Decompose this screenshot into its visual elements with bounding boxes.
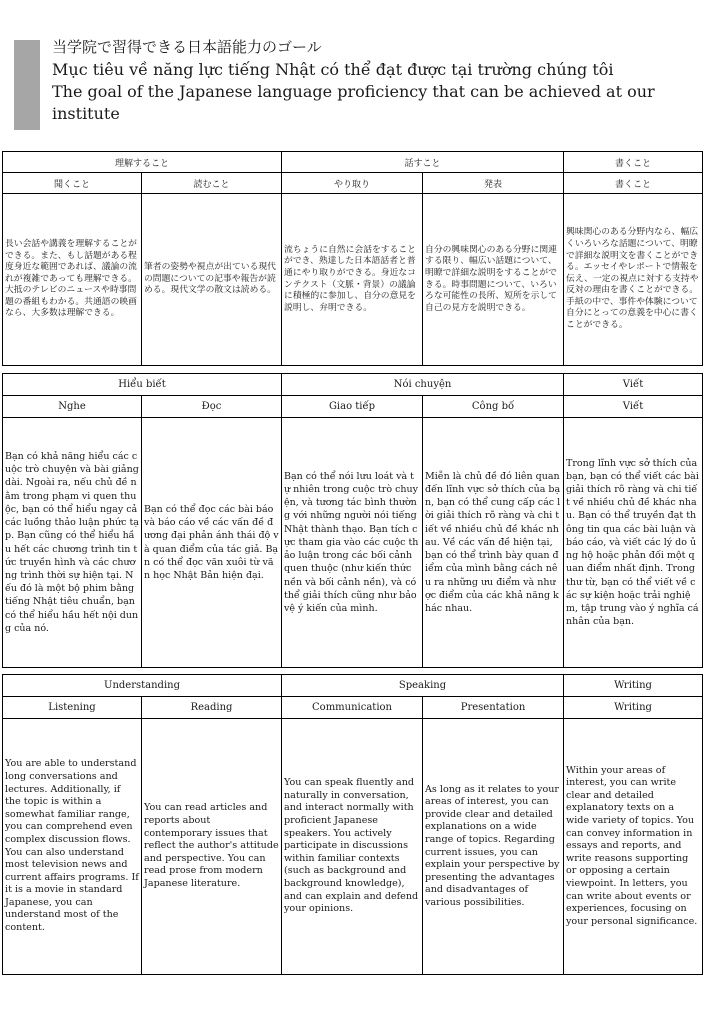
header-titles: [52, 36, 692, 125]
cell-reading: Bạn có thể đọc các bài báo và báo cáo về các vấn đề đương đại phản ánh thái độ và quan điểm của tác giả. Bạn có thể đọc văn xuôi từ văn học Nhật Bản hiện đại.: [142, 418, 282, 668]
column-header-listening: Listening: [3, 697, 142, 719]
cell-writing: Trong lĩnh vực sở thích của bạn, bạn có thể viết các bài giải thích rõ ràng và chi tiết về nhiều chủ đề khác nhau. Bạn có thể truyền đạt thông tin qua các bài luận và báo cáo, và viết các lý do ủng hộ hoặc phản đối một quan điểm nhất định. Trong thư từ, bạn có thể viết về các sự kiện hoặc trải nghiệm, tập trung vào ý nghĩa cá nhân của bạn.: [564, 418, 703, 668]
group-header-writing: 書くこと: [564, 152, 703, 173]
cell-writing: Within your areas of interest, you can write clear and detailed explanatory texts on a wide variety of topics. You can convey information in essays and reports, and write reasons supporting or opposing a certain viewpoint. In letters, you can write about events or experiences, focusing on your personal significance.: [564, 719, 703, 975]
group-header-writing: Writing: [564, 675, 703, 697]
cell-communication: Bạn có thể nói lưu loát và tự nhiên trong cuộc trò chuyện, và tương tác bình thường với những người nói tiếng Nhật thành thạo. Bạn tích cực tham gia vào các cuộc thảo luận trong các bối cảnh quen thuộc (như kiến thức nền và bối cảnh nền), và có thể giải thích cũng như bảo vệ ý kiến của mình.: [282, 418, 423, 668]
page-header: [14, 36, 694, 132]
column-header-writing: Viết: [564, 396, 703, 418]
column-header-reading: Reading: [142, 697, 282, 719]
group-header-speaking: Speaking: [282, 675, 564, 697]
group-header-speaking: 話すこと: [282, 152, 564, 173]
column-header-communication: Giao tiếp: [282, 396, 423, 418]
cell-reading: You can read articles and reports about contemporary issues that reflect the author's attitude and perspective. You can read prose from modern Japanese literature.: [142, 719, 282, 975]
cell-presentation: Miễn là chủ đề đó liên quan đến lĩnh vực sở thích của bạn, bạn có thể cung cấp các lời giải thích rõ ràng và chi tiết về nhiều chủ đề khác nhau. Về các vấn đề hiện tại, bạn có thể trình bày quan điểm của mình bằng cách nêu ra những ưu điểm và nhược điểm của các khả năng khác nhau.: [423, 418, 564, 668]
column-header-writing: Writing: [564, 697, 703, 719]
column-header-communication: Communication: [282, 697, 423, 719]
column-header-reading: 読むこと: [142, 173, 282, 194]
cell-communication: You can speak fluently and naturally in conversation, and interact normally with proficient Japanese speakers. You actively participate in discussions within familiar contexts (such as background and background knowledge), and can explain and defend your opinions.: [282, 719, 423, 975]
column-header-listening: Nghe: [3, 396, 142, 418]
group-header-understanding: Hiểu biết: [3, 374, 282, 396]
cell-communication: 流ちょうに自然に会話をすることができ、熟達した日本語話者と普通にやり取りができる。身近なコンテクスト（文脈・背景）の議論に積極的に参加し、自分の意見を説明し、弁明できる。: [282, 194, 423, 366]
column-header-presentation: 発表: [423, 173, 564, 194]
cell-listening: You are able to understand long conversations and lectures. Additionally, if the topic is within a somewhat familiar range, you can comprehend even complex discussion flows. You can also understand most television news and current affairs programs. If it is a movie in standard Japanese, you can understand most of the content.: [3, 719, 142, 975]
column-header-communication: やり取り: [282, 173, 423, 194]
cell-presentation: As long as it relates to your areas of interest, you can provide clear and detailed explanations on a wide range of topics. Regarding current issues, you can explain your perspective by presenting the advantages and disadvantages of various possibilities.: [423, 719, 564, 975]
proficiency-table-japanese: [2, 151, 703, 366]
proficiency-table-english: [2, 674, 703, 975]
cell-presentation: 自分の興味関心のある分野に関連する限り、幅広い話題について、明瞭で詳細な説明をすることができる。時事問題について、いろいろな可能性の長所、短所を示して自己の見方を説明できる。: [423, 194, 564, 366]
proficiency-table-vietnamese: [2, 373, 703, 668]
cell-listening: 長い会話や講義を理解することができる。また、もし話題がある程度身近な範囲であれば、議論の流れが複雑であっても理解できる。大抵のテレビのニュースや時事問題の番組もわかる。共通語の映画なら、大多数は理解できる。: [3, 194, 142, 366]
group-header-understanding: 理解すること: [3, 152, 282, 173]
cell-reading: 筆者の姿勢や視点が出ている現代の問題についての記事や報告が読める。現代文学の散文は読める。: [142, 194, 282, 366]
page-title-vietnamese: Mục tiêu về năng lực tiếng Nhật có thể đạt được tại trường chúng tôi: [52, 60, 614, 79]
column-header-listening: 聞くこと: [3, 173, 142, 194]
group-header-understanding: Understanding: [3, 675, 282, 697]
page-title-english: The goal of the Japanese language proficiency that can be achieved at our institute: [52, 82, 655, 123]
cell-writing: 興味関心のある分野内なら、幅広くいろいろな話題について、明瞭で詳細な説明文を書くことができる。エッセイやレポートで情報を伝え、一定の視点に対する支持や反対の理由を書くことができる。手紙の中で、事件や体験について自分にとっての意義を中心に書くことができる。: [564, 194, 703, 366]
group-header-speaking: Nói chuyện: [282, 374, 564, 396]
column-header-writing: 書くこと: [564, 173, 703, 194]
group-header-writing: Viết: [564, 374, 703, 396]
column-header-reading: Đọc: [142, 396, 282, 418]
cell-listening: Bạn có khả năng hiểu các cuộc trò chuyện và bài giảng dài. Ngoài ra, nếu chủ đề nằm trong phạm vi quen thuộc, bạn có thể hiểu ngay cả các luồng thảo luận phức tạp. Bạn cũng có thể hiểu hầu hết các chương trình tin tức truyền hình và các chương trình thời sự hiện tại. Nếu đó là một bộ phim bằng tiếng Nhật tiêu chuẩn, bạn có thể hiểu hầu hết nội dung của nó.: [3, 418, 142, 668]
header-accent-bar: [14, 40, 40, 130]
page-title-japanese: 当学院で習得できる日本語能力のゴール: [52, 38, 322, 56]
column-header-presentation: Presentation: [423, 697, 564, 719]
column-header-presentation: Công bố: [423, 396, 564, 418]
